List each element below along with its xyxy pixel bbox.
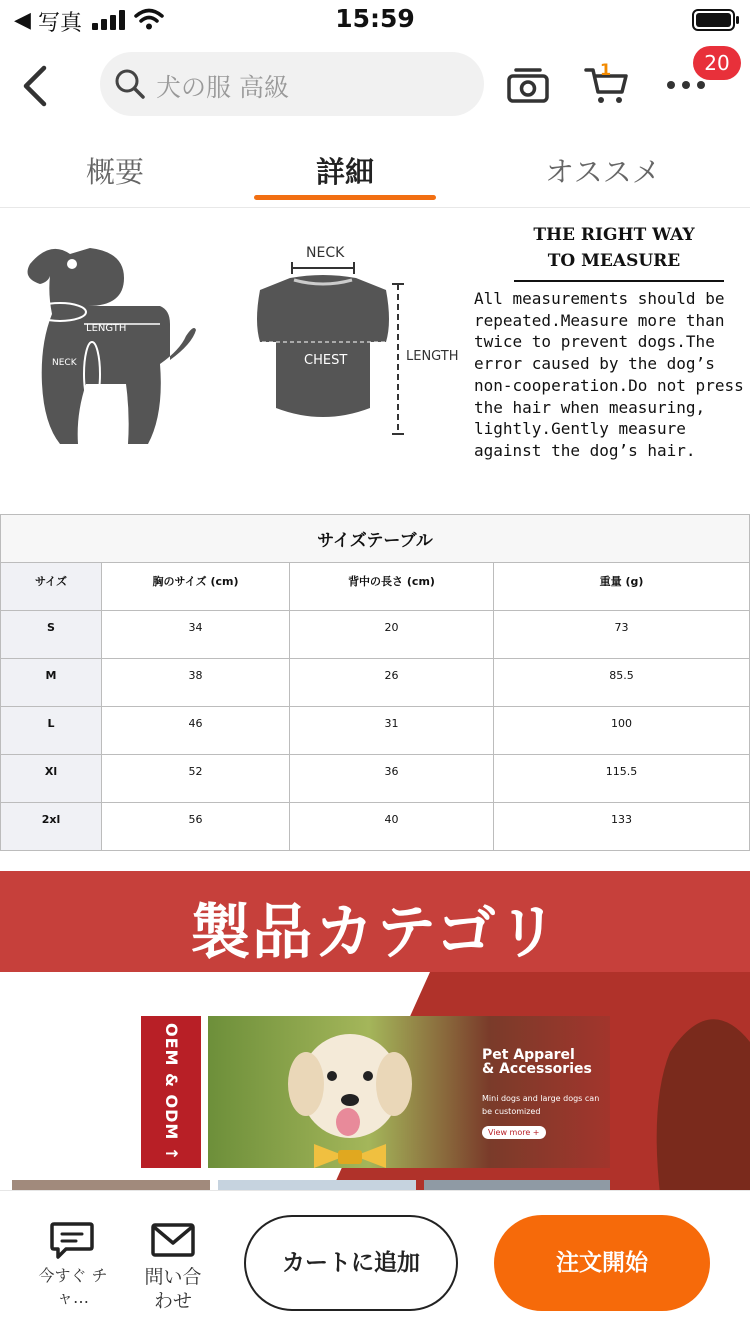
promo-title-line2: & Accessories [482, 1061, 592, 1077]
table-cell: 52 [102, 755, 290, 803]
header-weight: 重量 (g) [494, 563, 750, 611]
guide-divider [514, 280, 724, 282]
table-cell: L [1, 707, 102, 755]
top-nav [0, 52, 750, 118]
view-more-button[interactable]: View more + [482, 1126, 546, 1139]
shirt-length-label: LENGTH [406, 349, 459, 364]
add-to-cart-button[interactable]: カートに追加 [244, 1215, 458, 1311]
battery-icon [692, 9, 740, 31]
chat-icon[interactable] [50, 1221, 94, 1261]
back-to-app-arrow-icon[interactable]: ◀ [14, 8, 31, 33]
guide-title-line2: TO MEASURE [547, 251, 681, 271]
search-placeholder: 犬の服 高級 [156, 73, 289, 102]
table-row [1, 611, 750, 659]
oem-odm-tag [141, 1016, 201, 1168]
notification-badge: 20 [693, 46, 741, 80]
promo-title-line1: Pet Apparel [482, 1047, 575, 1063]
table-cell: 36 [290, 755, 494, 803]
size-table-header [1, 563, 750, 611]
promo-dog-photo [208, 1016, 610, 1168]
table-cell: 34 [102, 611, 290, 659]
section-tabs [0, 134, 750, 208]
active-tab-indicator [254, 195, 436, 200]
guide-title-line1: THE RIGHT WAY [533, 225, 695, 245]
table-cell: 56 [102, 803, 290, 851]
table-cell: 46 [102, 707, 290, 755]
tab-overview[interactable]: 概要 [86, 155, 145, 189]
table-cell: 26 [290, 659, 494, 707]
table-cell: 38 [102, 659, 290, 707]
category-banner [0, 871, 750, 972]
dog-photo-graphic [280, 1026, 420, 1168]
header-size: サイズ [1, 563, 102, 611]
back-to-app-label[interactable]: 写真 [38, 11, 83, 36]
bottom-action-bar [0, 1190, 750, 1334]
tab-recommended[interactable]: オススメ [545, 155, 661, 189]
guide-body: All measurements should be repeated.Measure more than twice to prevent dogs.The error caused by the dog’s non-cooperation.Do not press the hair when measuring, lightly.Gently measure against the dog’s hair. [474, 289, 744, 460]
back-icon[interactable] [18, 64, 58, 108]
size-table-caption: サイズテーブル [1, 515, 750, 563]
order-now-button[interactable]: 注文開始 [494, 1215, 710, 1311]
table-cell: S [1, 611, 102, 659]
shirt-measure-illustration [250, 242, 460, 442]
dog-neck-label: NECK [52, 358, 77, 368]
guide-title [500, 222, 728, 274]
promo-subtitle: Mini dogs and large dogs can be customized [482, 1094, 600, 1116]
dog-length-label: LENGTH [86, 323, 127, 334]
size-table [0, 514, 750, 851]
table-row [1, 755, 750, 803]
camera-icon[interactable] [506, 66, 550, 104]
table-row [1, 707, 750, 755]
search-icon [114, 68, 146, 100]
inquiry-label[interactable]: 問い合 わせ [144, 1266, 202, 1312]
dog-chest-label: CHEST [86, 387, 116, 397]
table-cell: 115.5 [494, 755, 750, 803]
dog-measure-illustration [20, 234, 206, 454]
measurement-guide [0, 210, 750, 510]
mail-icon[interactable] [151, 1223, 195, 1257]
status-bar [0, 0, 750, 42]
table-cell: 2xl [1, 803, 102, 851]
table-cell: M [1, 659, 102, 707]
table-cell: 73 [494, 611, 750, 659]
table-row [1, 659, 750, 707]
promo-title [482, 1048, 592, 1076]
table-cell: 40 [290, 803, 494, 851]
promo-image[interactable] [0, 972, 750, 1194]
chat-now-label[interactable]: 今すぐ チャ… [38, 1266, 108, 1307]
table-cell: 31 [290, 707, 494, 755]
shirt-chest-label: CHEST [304, 353, 348, 368]
search-bar[interactable] [100, 52, 484, 116]
header-chest: 胸のサイズ (cm) [102, 563, 290, 611]
table-cell: 85.5 [494, 659, 750, 707]
tab-details[interactable]: 詳細 [316, 155, 375, 189]
table-cell: Xl [1, 755, 102, 803]
more-icon[interactable] [666, 80, 706, 90]
cart-count: 1 [600, 60, 612, 79]
shirt-neck-label: NECK [306, 245, 345, 261]
header-back-length: 背中の長さ (cm) [290, 563, 494, 611]
oem-odm-label: OEM & ODM ↑ [162, 1022, 181, 1162]
category-banner-title: 製品カテゴリ [190, 898, 560, 968]
table-row [1, 803, 750, 851]
table-cell: 20 [290, 611, 494, 659]
clock: 15:59 [335, 4, 415, 33]
table-cell: 100 [494, 707, 750, 755]
table-cell: 133 [494, 803, 750, 851]
